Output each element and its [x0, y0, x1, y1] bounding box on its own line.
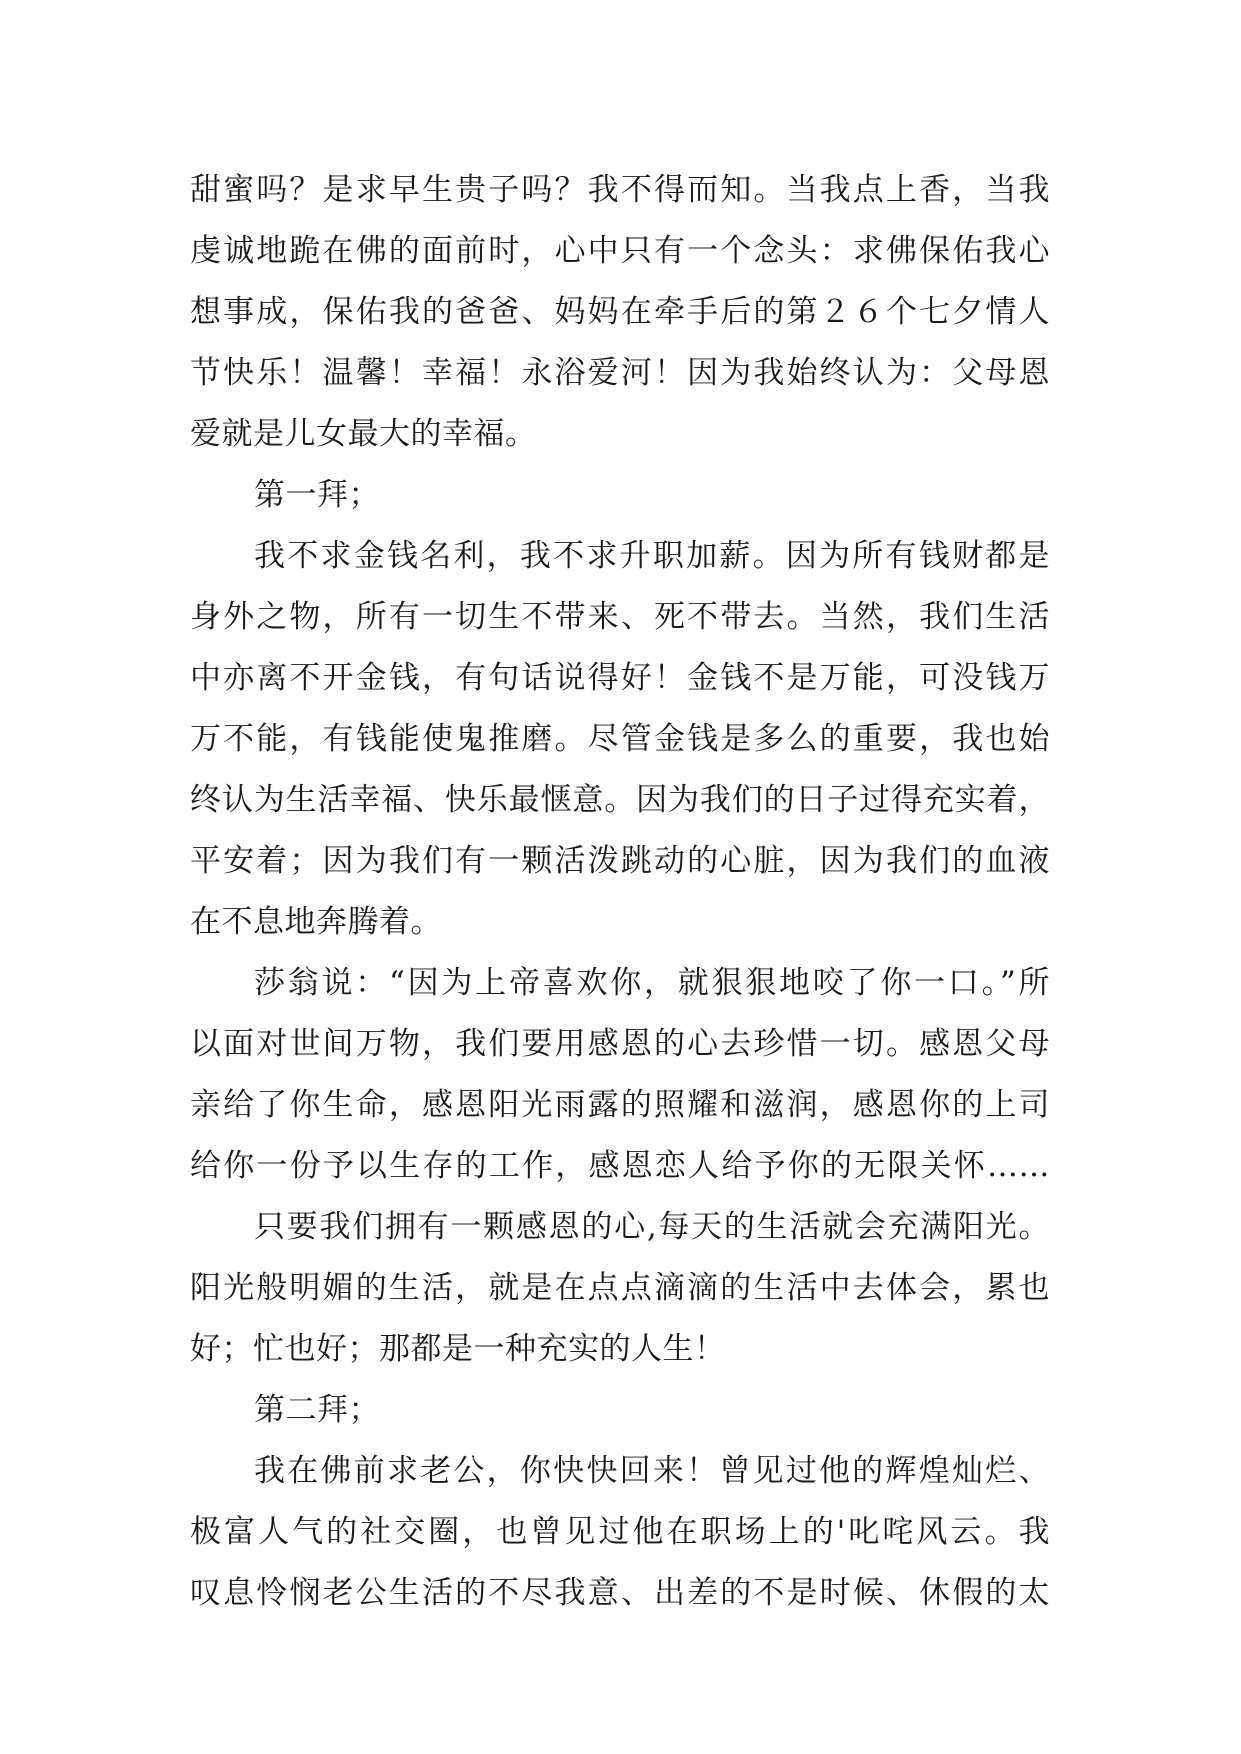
text-line: 甜蜜吗？是求早生贵子吗？我不得而知。当我点上香，当我 [190, 172, 1050, 208]
document-body [190, 160, 1050, 1624]
text-line: 莎翁说：“因为上帝喜欢你，就狠狠地咬了你一口。”所 [254, 965, 1050, 1001]
text-line: 给你一份予以生存的工作，感恩恋人给予你的无限关怀…… [190, 1148, 1050, 1184]
text-line: 爱就是儿女最大的幸福。 [190, 416, 537, 452]
text-line: 只要我们拥有一颗感恩的心,每天的生活就会充满阳光。 [254, 1209, 1050, 1245]
text-line: 万不能，有钱能使鬼推磨。尽管金钱是多么的重要，我也始 [190, 721, 1050, 757]
text-line: 极富人气的社交圈，也曾见过他在职场上的'叱咤风云。我 [190, 1514, 1050, 1550]
text-line: 虔诚地跪在佛的面前时，心中只有一个念头：求佛保佑我心 [190, 233, 1050, 269]
text-line: 在不息地奔腾着。 [190, 904, 442, 940]
text-line: 终认为生活幸福、快乐最惬意。因为我们的日子过得充实着， [190, 782, 1050, 818]
text-line: 节快乐！温馨！幸福！永浴爱河！因为我始终认为：父母恩 [190, 355, 1050, 391]
text-line: 平安着；因为我们有一颗活泼跳动的心脏，因为我们的血液 [190, 843, 1050, 879]
text-line: 我不求金钱名利，我不求升职加薪。因为所有钱财都是 [254, 538, 1050, 574]
text-line: 身外之物，所有一切生不带来、死不带去。当然，我们生活 [190, 599, 1050, 635]
text-line: 我在佛前求老公，你快快回来！曾见过他的辉煌灿烂、 [254, 1453, 1050, 1489]
text-line: 阳光般明媚的生活，就是在点点滴滴的生活中去体会，累也 [190, 1270, 1050, 1306]
text-line: 中亦离不开金钱，有句话说得好！金钱不是万能，可没钱万 [190, 660, 1050, 696]
section-heading: 第一拜； [254, 477, 380, 513]
text-line: 想事成，保佑我的爸爸、妈妈在牵手后的第２６个七夕情人 [190, 294, 1050, 330]
text-line: 亲给了你生命，感恩阳光雨露的照耀和滋润，感恩你的上司 [190, 1087, 1050, 1123]
text-line: 以面对世间万物，我们要用感恩的心去珍惜一切。感恩父母 [190, 1026, 1050, 1062]
section-heading: 第二拜； [254, 1392, 380, 1428]
text-line: 好；忙也好；那都是一种充实的人生！ [190, 1331, 726, 1367]
text-line: 叹息怜悯老公生活的不尽我意、出差的不是时候、休假的太 [190, 1575, 1050, 1611]
